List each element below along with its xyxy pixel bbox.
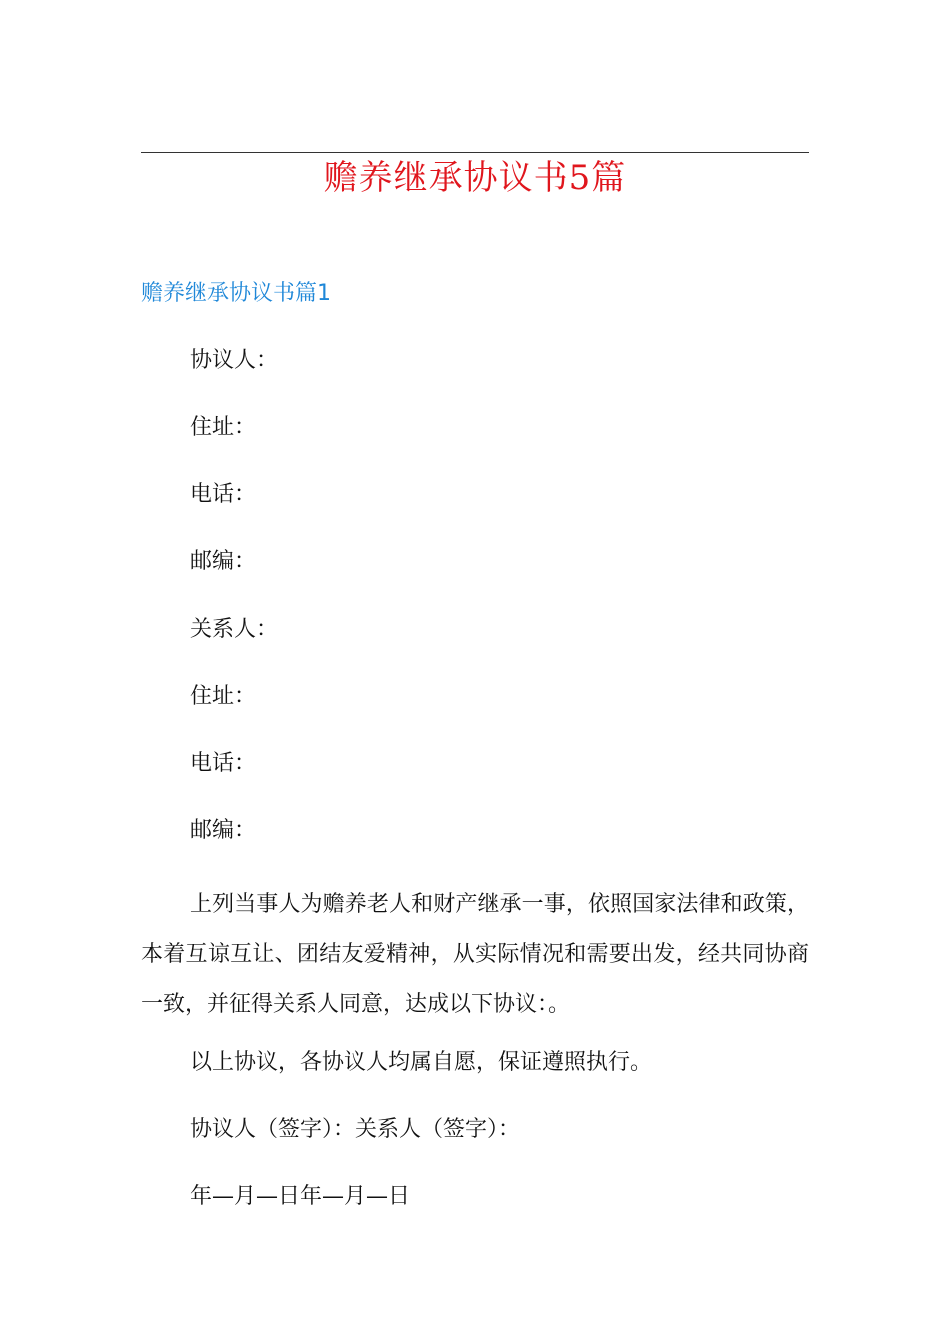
field-related-postcode-label: 邮编： <box>190 818 257 843</box>
field-party-label: 协议人： <box>190 348 279 373</box>
agreement-body-paragraph: 上列当事人为赡养老人和财产继承一事，依照国家法律和政策，本着互谅互让、团结友爱精神，从实际情况和需要出发，经共同协商一致，并征得关系人同意，达成以下协议：。 <box>141 892 809 1017</box>
field-party-address-label: 住址： <box>190 415 257 440</box>
closing-statement: 以上协议，各协议人均属自愿，保证遵照执行。 <box>190 1050 653 1075</box>
field-related-address-label: 住址： <box>190 684 257 709</box>
field-related-party-label: 关系人： <box>190 617 279 642</box>
document-title: 赡养继承协议书5篇 <box>323 158 627 198</box>
section-heading: 赡养继承协议书篇1 <box>141 281 331 306</box>
signature-line: 协议人（签字）：关系人（签字）： <box>190 1117 521 1142</box>
date-line: 年—月—日年—月—日 <box>190 1184 411 1209</box>
field-related-phone-label: 电话： <box>190 751 257 776</box>
field-party-phone-label: 电话： <box>190 482 257 507</box>
field-party-postcode-label: 邮编： <box>190 549 257 574</box>
